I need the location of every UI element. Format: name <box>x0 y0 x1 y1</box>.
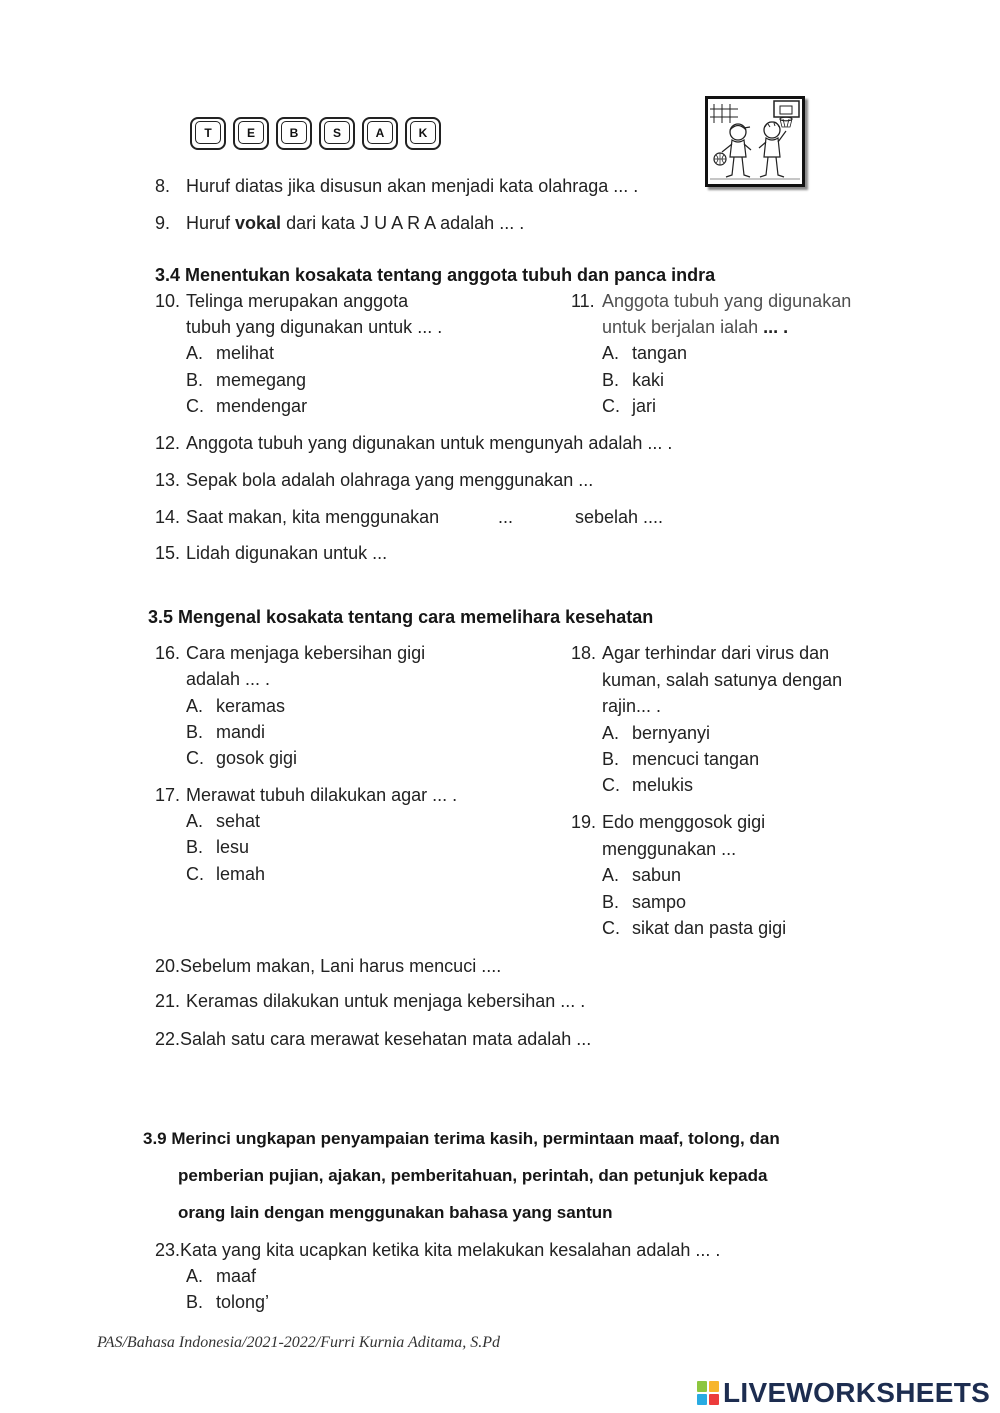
option-row <box>602 340 687 366</box>
letter-tile-face: A <box>367 121 393 144</box>
letter-tile <box>405 117 441 150</box>
question-number: 23. <box>155 1240 181 1260</box>
question-number: 22. <box>155 1029 181 1049</box>
liveworksheets-logo-icon <box>697 1381 719 1405</box>
option-letter: B. <box>602 370 620 390</box>
option-letter: B. <box>186 837 204 857</box>
question-11 <box>571 288 851 314</box>
option-row <box>186 393 307 419</box>
question-text: Cara menjaga kebersihan gigi <box>186 643 426 663</box>
question-number: 17. <box>155 785 181 805</box>
option-text: kaki <box>632 370 665 390</box>
question-text: rajin... . <box>602 696 662 716</box>
option-row <box>186 861 265 887</box>
hoop-rim <box>780 117 792 121</box>
question-14 <box>155 504 439 530</box>
option-row <box>186 745 297 771</box>
question-number: 12. <box>155 433 181 453</box>
letter-tile <box>319 117 355 150</box>
option-text: mendengar <box>216 396 308 416</box>
fence-lines <box>710 104 738 123</box>
question-number: 13. <box>155 470 181 490</box>
option-text: lesu <box>216 837 250 857</box>
option-letter: C. <box>602 918 620 938</box>
question-line <box>155 1237 720 1263</box>
question-number: 9. <box>155 213 171 233</box>
question-line <box>155 953 501 979</box>
option-row <box>602 772 693 798</box>
option-text: sikat dan pasta gigi <box>632 918 787 938</box>
footer-credit: PAS/Bahasa Indonesia/2021-2022/Furri Kurnia Aditama, S.Pd <box>97 1334 500 1351</box>
question-number: 21. <box>155 991 181 1011</box>
letter-tile <box>276 117 312 150</box>
option-row <box>186 834 249 860</box>
backboard <box>774 101 799 117</box>
option-text: gosok gigi <box>216 748 298 768</box>
logo-tile <box>697 1394 707 1405</box>
question-text: Sepak bola adalah olahraga yang menggunakan ... <box>186 470 594 490</box>
question-number: 15. <box>155 543 181 563</box>
section-heading-3-5: 3.5 Mengenal kosakata tentang cara memelihara kesehatan <box>148 607 654 627</box>
option-text: tangan <box>632 343 688 363</box>
option-letter: A. <box>602 343 620 363</box>
question-9 <box>155 210 524 236</box>
left-kid-body <box>730 140 746 157</box>
question-23 <box>155 1237 720 1263</box>
option-letter: B. <box>186 1292 204 1312</box>
answer-blank: ... <box>498 507 514 527</box>
question-8 <box>155 173 638 199</box>
option-row <box>602 746 759 772</box>
section-heading-3-9: 3.9 Merinci ungkapan penyampaian terima kasih, permintaan maaf, tolong, dan <box>143 1129 780 1148</box>
option-letter: C. <box>186 396 204 416</box>
question-text: Agar terhindar dari virus dan <box>602 643 830 663</box>
question-18 <box>571 640 829 666</box>
option-letter: A. <box>602 723 620 743</box>
text-part: Huruf <box>186 213 236 233</box>
option-text: sabun <box>632 865 682 885</box>
question-text <box>602 314 788 340</box>
question-text: Lidah digunakan untuk ... <box>186 543 388 563</box>
option-row <box>186 693 285 719</box>
question-text: Merawat tubuh dilakukan agar ... . <box>186 785 458 805</box>
question-number: 16. <box>155 643 181 663</box>
question-number: 10. <box>155 291 181 311</box>
option-row <box>186 719 265 745</box>
option-text: maaf <box>216 1266 257 1286</box>
option-text: tolong’ <box>216 1292 270 1312</box>
option-row <box>602 393 656 419</box>
question-text-continued <box>602 667 842 693</box>
question-text <box>186 210 524 236</box>
question-number: 20. <box>155 956 181 976</box>
text-part: dari kata J U A R A adalah ... . <box>281 213 525 233</box>
text-part: untuk berjalan ialah <box>602 317 759 337</box>
logo-tile <box>697 1381 707 1392</box>
option-text: lemah <box>216 864 266 884</box>
option-letter: C. <box>186 864 204 884</box>
option-letter: A. <box>602 865 620 885</box>
question-text: Saat makan, kita menggunakan <box>186 507 440 527</box>
letter-tile-face: E <box>238 121 264 144</box>
question-text-continued <box>186 666 270 692</box>
letter-tile-face: T <box>195 121 221 144</box>
option-text: melihat <box>216 343 275 363</box>
left-kid-head <box>730 124 746 140</box>
option-text: memegang <box>216 370 307 390</box>
question-16 <box>155 640 425 666</box>
question-number: 8. <box>155 176 171 196</box>
option-row <box>186 808 260 834</box>
question-text: adalah ... . <box>186 669 271 689</box>
question-number: 19. <box>571 812 597 832</box>
question-text: Keramas dilakukan untuk menjaga kebersihan ... . <box>186 991 586 1011</box>
basketball-kids-illustration <box>705 96 805 187</box>
option-row <box>186 1263 256 1289</box>
letter-tile-face: S <box>324 121 350 144</box>
question-text: Kata yang kita ucapkan ketika kita melakukan kesalahan adalah ... . <box>180 1240 721 1260</box>
question-text: Sebelum makan, Lani harus mencuci .... <box>180 956 502 976</box>
question-line <box>155 1026 591 1052</box>
option-letter: B. <box>186 722 204 742</box>
question-number: 14. <box>155 507 181 527</box>
option-letter: A. <box>186 1266 204 1286</box>
option-letter: A. <box>186 343 204 363</box>
question-text-continued <box>602 314 788 340</box>
question-17 <box>155 782 457 808</box>
liveworksheets-logo[interactable] <box>697 1377 990 1409</box>
liveworksheets-wordmark: LIVEWORKSHEETS <box>723 1377 991 1408</box>
question-text-continued <box>186 314 442 340</box>
question-text: Salah satu cara merawat kesehatan mata adalah ... <box>180 1029 592 1049</box>
option-letter: C. <box>602 775 620 795</box>
option-row <box>602 720 710 746</box>
question-number: 11. <box>571 291 595 311</box>
question-text-after-blank: sebelah .... <box>575 507 664 527</box>
right-kid-legs <box>760 157 784 177</box>
question-12 <box>155 430 672 456</box>
section-heading-3-4: 3.4 Menentukan kosakata tentang anggota tubuh dan panca indra <box>155 265 716 285</box>
letter-tile <box>233 117 269 150</box>
option-row <box>602 367 664 393</box>
question-text: menggunakan ... <box>602 839 737 859</box>
question-text-continued <box>602 693 661 719</box>
section-heading-3-9-continued: pemberian pujian, ajakan, pemberitahuan, perintah, dan petunjuk kepada <box>178 1166 768 1185</box>
question-21 <box>155 988 585 1014</box>
question-10 <box>155 288 408 314</box>
right-kid-body <box>764 138 780 157</box>
option-text: bernyanyi <box>632 723 711 743</box>
option-letter: B. <box>602 892 620 912</box>
option-text: mencuci tangan <box>632 749 760 769</box>
option-text: melukis <box>632 775 694 795</box>
option-letter: B. <box>602 749 620 769</box>
question-number: 18. <box>571 643 597 663</box>
letter-tile <box>190 117 226 150</box>
bold-keyword: vokal <box>235 213 282 233</box>
option-row <box>186 340 274 366</box>
option-letter: A. <box>186 696 204 716</box>
option-row <box>602 889 686 915</box>
question-15 <box>155 540 387 566</box>
question-19 <box>571 809 765 835</box>
question-text: Anggota tubuh yang digunakan untuk mengunyah adalah ... . <box>186 433 673 453</box>
left-kid-legs <box>726 157 750 177</box>
question-22 <box>155 1026 591 1052</box>
option-row <box>186 1289 269 1315</box>
question-text: tubuh yang digunakan untuk ... . <box>186 317 443 337</box>
option-letter: B. <box>186 370 204 390</box>
basketball-kids-drawing <box>708 99 802 184</box>
letter-tile <box>362 117 398 150</box>
section-heading-3-9-continued: orang lain dengan menggunakan bahasa yang santun <box>178 1203 613 1222</box>
option-text: jari <box>632 396 657 416</box>
option-letter: A. <box>186 811 204 831</box>
question-text-continued <box>602 836 736 862</box>
option-row <box>602 915 786 941</box>
option-text: sehat <box>216 811 261 831</box>
question-13 <box>155 467 593 493</box>
option-letter: C. <box>602 396 620 416</box>
letter-tile-face: B <box>281 121 307 144</box>
question-text: Telinga merupakan anggota <box>186 291 409 311</box>
question-text: Huruf diatas jika disusun akan menjadi kata olahraga ... . <box>186 176 639 196</box>
option-row <box>602 862 681 888</box>
question-text: Anggota tubuh yang digunakan <box>602 291 852 311</box>
bold-blank: ... . <box>763 317 789 337</box>
option-letter: C. <box>186 748 204 768</box>
question-text: Edo menggosok gigi <box>602 812 766 832</box>
option-row <box>186 367 306 393</box>
question-20 <box>155 953 501 979</box>
option-text: keramas <box>216 696 286 716</box>
question-text: kuman, salah satunya dengan <box>602 670 843 690</box>
option-text: sampo <box>632 892 687 912</box>
logo-tile <box>709 1381 719 1392</box>
option-text: mandi <box>216 722 266 742</box>
letter-tile-face: K <box>410 121 436 144</box>
logo-tile <box>709 1394 719 1405</box>
